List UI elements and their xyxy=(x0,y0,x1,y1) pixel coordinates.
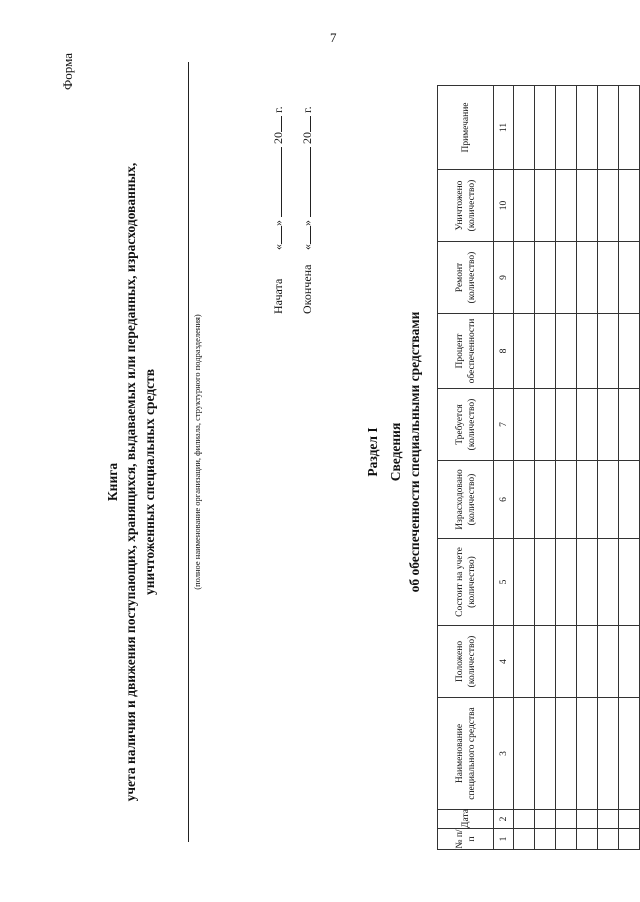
table-cell[interactable] xyxy=(535,170,556,242)
table-header-row xyxy=(438,86,494,850)
table-cell[interactable] xyxy=(577,461,598,539)
table-cell[interactable] xyxy=(577,626,598,698)
table-cell[interactable] xyxy=(535,698,556,810)
started-year-suffix: г. xyxy=(271,106,285,113)
table-cell[interactable] xyxy=(577,242,598,314)
started-date-row xyxy=(271,106,286,314)
table-cell[interactable] xyxy=(577,314,598,389)
table-cell[interactable] xyxy=(556,86,577,170)
table-cell[interactable] xyxy=(556,461,577,539)
table-cell[interactable] xyxy=(598,86,619,170)
table-cell[interactable] xyxy=(577,829,598,850)
table-cell[interactable] xyxy=(514,314,535,389)
organization-caption: (полное наименование организации, филиала, структурного подразделения) xyxy=(192,314,202,590)
table-cell[interactable] xyxy=(598,389,619,461)
table-row xyxy=(577,86,598,850)
column-number: 2 xyxy=(494,810,514,829)
section-subtitle-line1: Сведения xyxy=(388,422,403,482)
table-cell[interactable] xyxy=(619,810,640,829)
table-cell[interactable] xyxy=(619,389,640,461)
column-number: 9 xyxy=(494,242,514,314)
table-cell[interactable] xyxy=(619,86,640,170)
column-number: 3 xyxy=(494,698,514,810)
table-cell[interactable] xyxy=(535,461,556,539)
table-cell[interactable] xyxy=(598,461,619,539)
table-cell[interactable] xyxy=(619,461,640,539)
header-cell: Наименование специального средства xyxy=(438,698,494,810)
column-number: 7 xyxy=(494,389,514,461)
table-cell[interactable] xyxy=(514,829,535,850)
header-cell: № п/п xyxy=(438,829,494,850)
table-cell[interactable] xyxy=(535,389,556,461)
table-cell[interactable] xyxy=(598,829,619,850)
organization-name-line xyxy=(188,62,189,842)
table-row xyxy=(619,86,640,850)
table-cell[interactable] xyxy=(619,539,640,626)
book-title: Книга xyxy=(105,462,120,502)
table-cell[interactable] xyxy=(577,698,598,810)
form-label: Форма xyxy=(60,53,75,90)
table-cell[interactable] xyxy=(598,698,619,810)
special-means-table xyxy=(437,85,640,850)
table-cell[interactable] xyxy=(514,698,535,810)
table-cell[interactable] xyxy=(514,626,535,698)
book-subtitle-line1: учета наличия и движения поступающих, хранящихся, выдаваемых или переданных, израсходованных, xyxy=(123,162,138,802)
header-cell: Уничтожено (количество) xyxy=(438,170,494,242)
table-cell[interactable] xyxy=(577,86,598,170)
ended-date-row xyxy=(300,106,315,314)
table-cell[interactable] xyxy=(535,626,556,698)
column-number: 10 xyxy=(494,170,514,242)
table-cell[interactable] xyxy=(577,170,598,242)
table-cell[interactable] xyxy=(514,810,535,829)
table-cell[interactable] xyxy=(514,242,535,314)
column-number: 4 xyxy=(494,626,514,698)
table-column-numbers-row xyxy=(494,86,514,850)
table-cell[interactable] xyxy=(577,389,598,461)
table-cell[interactable] xyxy=(514,86,535,170)
table-cell[interactable] xyxy=(577,539,598,626)
column-number: 1 xyxy=(494,829,514,850)
table-cell[interactable] xyxy=(556,242,577,314)
book-subtitle-line2: уничтоженных специальных средств xyxy=(142,369,157,596)
table-cell[interactable] xyxy=(514,170,535,242)
table-cell[interactable] xyxy=(598,242,619,314)
table-row xyxy=(514,86,535,850)
column-number: 8 xyxy=(494,314,514,389)
table-row xyxy=(598,86,619,850)
header-cell: Положено (количество) xyxy=(438,626,494,698)
section-title: Раздел I xyxy=(365,427,380,477)
column-number: 5 xyxy=(494,539,514,626)
ended-year-blank[interactable] xyxy=(310,116,311,132)
table-cell[interactable] xyxy=(535,810,556,829)
table-cell[interactable] xyxy=(514,539,535,626)
table-cell[interactable] xyxy=(598,170,619,242)
table-cell[interactable] xyxy=(556,314,577,389)
page-number: 7 xyxy=(330,30,337,45)
ended-open-quote: « xyxy=(300,244,314,250)
section-subtitle-line2: об обеспеченности специальными средствами xyxy=(407,311,422,593)
column-number: 6 xyxy=(494,461,514,539)
table-row xyxy=(556,86,577,850)
header-cell: Дата xyxy=(438,810,494,829)
started-day-blank[interactable] xyxy=(281,226,282,244)
table-cell[interactable] xyxy=(535,829,556,850)
table-cell[interactable] xyxy=(535,539,556,626)
started-close-quote: » xyxy=(271,220,285,226)
table-cell[interactable] xyxy=(556,626,577,698)
table-cell[interactable] xyxy=(556,810,577,829)
header-cell: Израсходовано (количество) xyxy=(438,461,494,539)
started-year-prefix: 20 xyxy=(271,132,285,144)
table-cell[interactable] xyxy=(598,314,619,389)
table-cell[interactable] xyxy=(556,389,577,461)
ended-close-quote: » xyxy=(300,220,314,226)
table-cell[interactable] xyxy=(535,242,556,314)
column-number: 11 xyxy=(494,86,514,170)
table-cell[interactable] xyxy=(619,829,640,850)
table-cell[interactable] xyxy=(535,86,556,170)
started-open-quote: « xyxy=(271,244,285,250)
header-cell: Требуется (количество) xyxy=(438,389,494,461)
started-year-blank[interactable] xyxy=(281,116,282,132)
ended-label: Окончена xyxy=(300,264,314,314)
ended-year-suffix: г. xyxy=(300,106,314,113)
table-cell[interactable] xyxy=(514,461,535,539)
table-cell[interactable] xyxy=(577,810,598,829)
table-cell[interactable] xyxy=(598,810,619,829)
table-cell[interactable] xyxy=(619,698,640,810)
ended-month-blank[interactable] xyxy=(310,147,311,217)
ended-day-blank[interactable] xyxy=(310,226,311,244)
ended-year-prefix: 20 xyxy=(300,132,314,144)
table-cell[interactable] xyxy=(514,389,535,461)
header-cell: Процент обеспеченности xyxy=(438,314,494,389)
header-cell: Примечание xyxy=(438,86,494,170)
table-cell[interactable] xyxy=(619,626,640,698)
table-cell[interactable] xyxy=(535,314,556,389)
started-label: Начата xyxy=(271,278,285,314)
table-cell[interactable] xyxy=(556,170,577,242)
table-cell[interactable] xyxy=(556,829,577,850)
table-row xyxy=(535,86,556,850)
header-cell: Состоит на учете (количество) xyxy=(438,539,494,626)
header-cell: Ремонт (количество) xyxy=(438,242,494,314)
table-cell[interactable] xyxy=(619,242,640,314)
started-month-blank[interactable] xyxy=(281,147,282,217)
table-cell[interactable] xyxy=(619,314,640,389)
table-cell[interactable] xyxy=(619,170,640,242)
table-cell[interactable] xyxy=(556,698,577,810)
table-cell[interactable] xyxy=(598,626,619,698)
table-cell[interactable] xyxy=(598,539,619,626)
table-cell[interactable] xyxy=(556,539,577,626)
